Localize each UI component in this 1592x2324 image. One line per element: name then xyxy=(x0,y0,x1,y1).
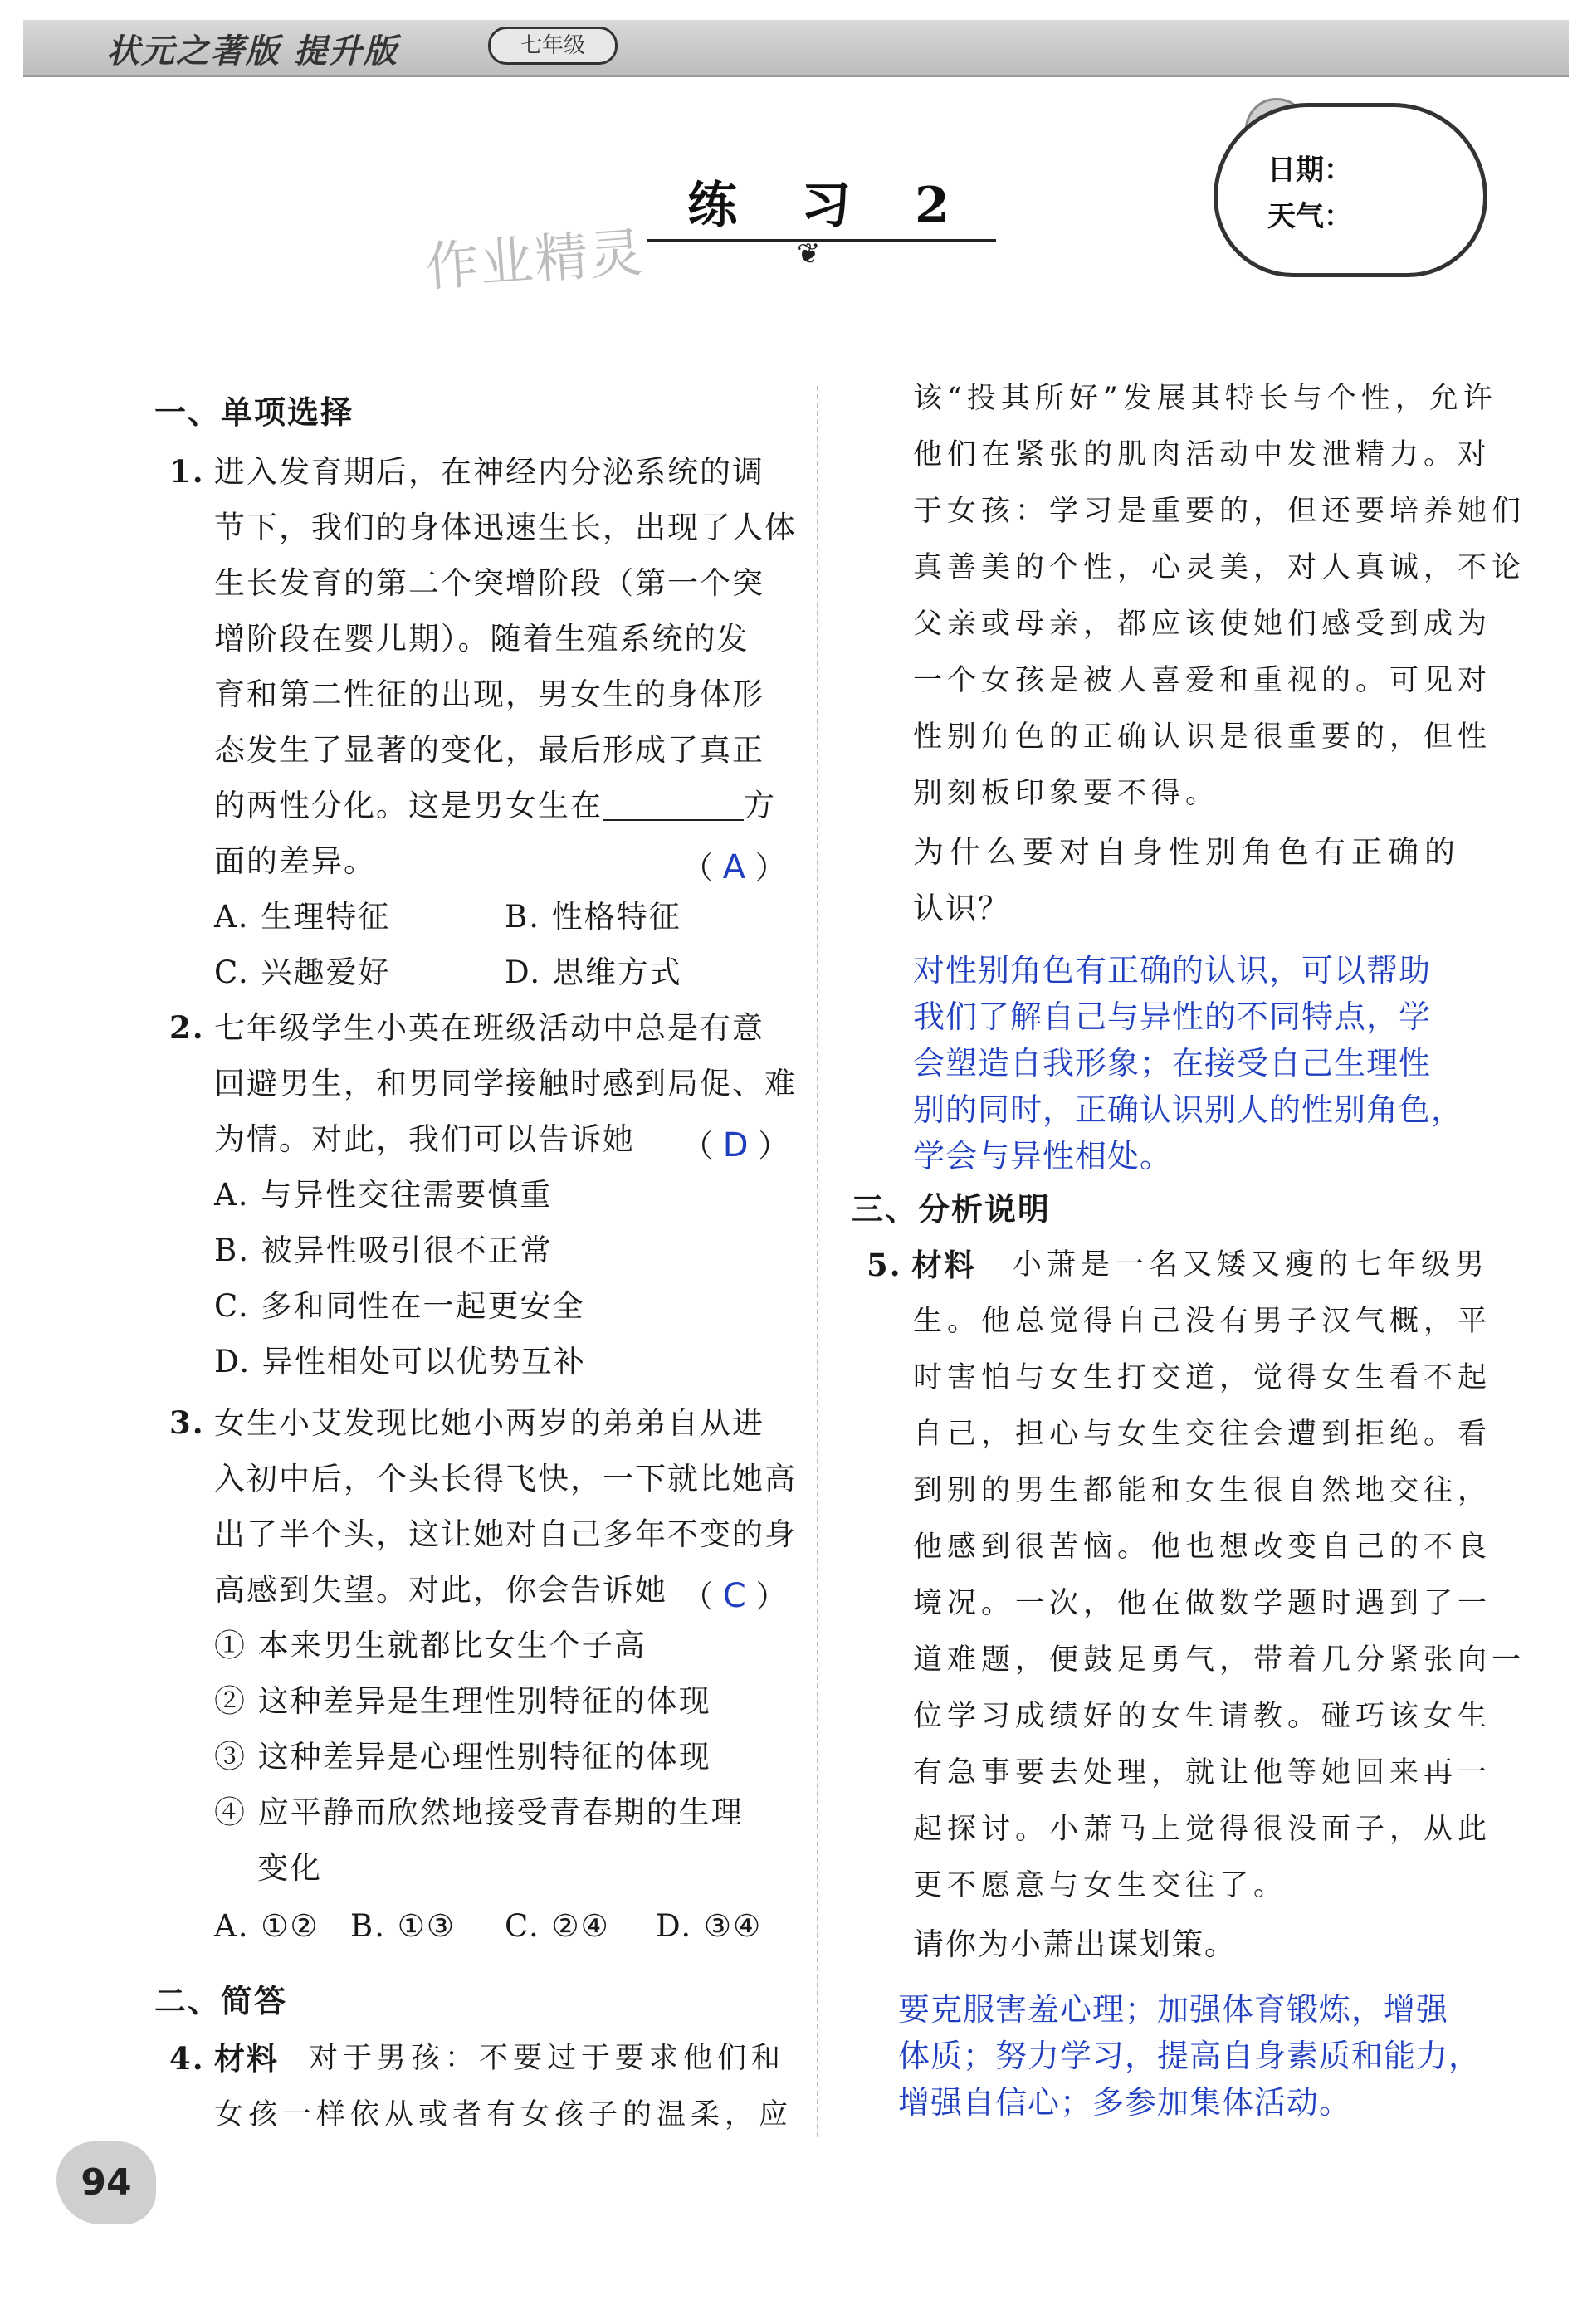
q1-line: 增阶段在婴儿期）。随着生殖系统的发 xyxy=(214,621,750,657)
ornament-icon: ❦ xyxy=(797,237,821,271)
q1-option: B. 性格特征 xyxy=(505,899,681,935)
q3-option: B. ①③ xyxy=(350,1908,457,1944)
q3-statement: 变化 xyxy=(257,1850,322,1886)
q4-right-line: 别刻板印象要不得。 xyxy=(913,777,1220,810)
q1-line: 生长发育的第二个突增阶段（第一个突 xyxy=(214,565,764,601)
q5-line: 他感到很苦恼。他也想改变自己的不良 xyxy=(913,1531,1492,1564)
column-divider xyxy=(817,386,818,2137)
q2-option: A. 与异性交往需要慎重 xyxy=(214,1177,553,1213)
q1-line-blank xyxy=(214,790,776,821)
q5-line: 有急事要去处理，就让他等她回来再一 xyxy=(913,1756,1492,1789)
q3-line: 入初中后，个头长得飞快，一下就比她高 xyxy=(214,1461,797,1496)
q4-left-line: 对于男孩：不要过于要求他们和 xyxy=(309,2042,786,2075)
grade-badge: 七年级 xyxy=(488,27,618,65)
q1-line: 节下，我们的身体迅速生长，出现了人体 xyxy=(214,510,797,545)
q3-statement: ④ 应平静而欣然地接受青春期的生理 xyxy=(214,1794,744,1830)
q1-answer: A xyxy=(722,848,746,886)
q3-line: 女生小艾发现比她小两岁的弟弟自从进 xyxy=(214,1405,764,1441)
q4-answer-line: 别的同时，正确认识别人的性别角色， xyxy=(913,1091,1464,1128)
q5-line: 时害怕与女生打交道，觉得女生看不起 xyxy=(913,1361,1492,1394)
q2-line: 回避男生，和男同学接触时感到局促、难 xyxy=(214,1066,797,1101)
q1-line: 态发生了显著的变化，最后形成了真正 xyxy=(214,732,764,768)
q1-line: 面的差异。 xyxy=(214,843,376,879)
q2-line: 为情。对此，我们可以告诉她 xyxy=(214,1121,635,1157)
page-number: 94 xyxy=(56,2141,156,2224)
q5-line: 位学习成绩好的女生请教。碰巧该女生 xyxy=(913,1700,1492,1733)
q4-answer-line: 会塑造自我形象；在接受自己生理性 xyxy=(913,1045,1432,1081)
title-wrap xyxy=(631,166,1029,237)
q5-question: 请你为小萧出谋划策。 xyxy=(913,1926,1237,1962)
q5-line: 道难题，便鼓足勇气，带着几分紧张向一 xyxy=(913,1643,1526,1677)
q3-statement: ② 这种差异是生理性别特征的体现 xyxy=(214,1683,711,1719)
q2-option: D. 异性相处可以优势互补 xyxy=(214,1344,586,1379)
q2-number: 2. xyxy=(169,1009,205,1046)
q5-line: 生。他总觉得自己没有男子汉气概，平 xyxy=(913,1305,1492,1338)
weather-label: 天气： xyxy=(1267,200,1352,233)
q4-answer-line: 对性别角色有正确的认识，可以帮助 xyxy=(913,952,1432,989)
title-underline xyxy=(647,239,996,242)
q4-left-line: 女孩一样依从或者有女孩子的温柔，应 xyxy=(214,2098,794,2131)
q1-line: 育和第二性征的出现，男女生的身体形 xyxy=(214,676,764,712)
q5-line: 小萧是一名又矮又瘦的七年级男 xyxy=(1013,1248,1490,1282)
q1-answer-paren: （ A ） xyxy=(682,848,786,886)
q2-line: 七年级学生小英在班级活动中总是有意 xyxy=(214,1010,764,1046)
q5-answer-line: 体质；努力学习，提高自身素质和能力， xyxy=(898,2038,1482,2074)
q2-option: C. 多和同性在一起更安全 xyxy=(214,1288,585,1324)
q4-answer-line: 学会与异性相处。 xyxy=(913,1138,1173,1174)
section1-heading: 一、单项选择 xyxy=(154,394,354,431)
q3-answer-paren: （ C ） xyxy=(682,1577,787,1615)
q4-question: 为什么要对自身性别角色有正确的 xyxy=(913,834,1461,870)
q3-statement: ③ 这种差异是心理性别特征的体现 xyxy=(214,1739,711,1775)
q1-option: A. 生理特征 xyxy=(214,899,391,935)
q5-number: 5. xyxy=(867,1247,902,1283)
q1-blank xyxy=(603,794,744,821)
q3-option: D. ③④ xyxy=(656,1908,763,1944)
section3-heading: 三、分析说明 xyxy=(852,1191,1052,1228)
series-title: 状元之著版 提升版 xyxy=(106,32,398,71)
q2-answer-paren: （ D ） xyxy=(682,1126,789,1164)
q5-label: 材料 xyxy=(911,1247,976,1283)
header-band xyxy=(23,20,1569,77)
q4-right-line: 他们在紧张的肌肉活动中发泄精力。对 xyxy=(913,438,1492,471)
q1-number: 1. xyxy=(169,453,205,490)
q5-answer-line: 要克服害羞心理；加强体育锻炼，增强 xyxy=(898,1991,1449,2028)
q3-number: 3. xyxy=(169,1404,205,1441)
q3-answer: C xyxy=(722,1577,746,1615)
q4-number: 4. xyxy=(169,2040,205,2077)
q3-statement: ① 本来男生就都比女生个子高 xyxy=(214,1628,647,1663)
q1-line7-before: 的两性分化。这是男女生在 xyxy=(214,788,603,823)
q3-option: C. ②④ xyxy=(505,1908,610,1944)
q4-right-line: 性别角色的正确认识是很重要的，但性 xyxy=(913,720,1492,754)
q5-line: 更不愿意与女生交往了。 xyxy=(913,1869,1288,1902)
q4-answer-line: 我们了解自己与异性的不同特点，学 xyxy=(913,998,1432,1035)
date-label: 日期： xyxy=(1267,154,1352,187)
q5-line: 起探讨。小萧马上觉得很没面子，从此 xyxy=(913,1813,1492,1846)
q1-option: C. 兴趣爱好 xyxy=(214,954,391,990)
q1-option: D. 思维方式 xyxy=(505,954,682,990)
q4-right-line: 一个女孩是被人喜爱和重视的。可见对 xyxy=(913,664,1492,697)
page-title: 练 习 2 xyxy=(687,177,973,235)
q3-line: 出了半个头，这让她对自己多年不变的身 xyxy=(214,1516,797,1552)
q5-line: 到别的男生都能和女生很自然地交往， xyxy=(913,1474,1492,1507)
q1-line: 进入发育期后，在神经内分泌系统的调 xyxy=(214,454,764,490)
q3-line: 高感到失望。对此，你会告诉她 xyxy=(214,1572,667,1608)
q3-option: A. ①② xyxy=(214,1908,320,1944)
q5-line: 自己，担心与女生交往会遭到拒绝。看 xyxy=(913,1418,1492,1451)
q5-answer-line: 增强自信心；多参加集体活动。 xyxy=(898,2084,1352,2121)
watermark: 作业精灵 xyxy=(423,222,647,300)
date-weather-box xyxy=(1214,103,1487,277)
q5-line: 境况。一次，他在做数学题时遇到了一 xyxy=(913,1587,1492,1620)
section2-heading: 二、简答 xyxy=(154,1983,288,2019)
q1-line7-after: 方 xyxy=(744,788,776,823)
q4-right-line: 于女孩：学习是重要的，但还要培养她们 xyxy=(913,495,1526,528)
q2-answer: D xyxy=(722,1126,749,1164)
q4-label: 材料 xyxy=(214,2041,279,2077)
q2-option: B. 被异性吸引很不正常 xyxy=(214,1233,553,1268)
q4-right-line: 该“投其所好”发展其特长与个性，允许 xyxy=(913,382,1497,415)
q4-right-line: 父亲或母亲，都应该使她们感受到成为 xyxy=(913,608,1492,641)
q4-right-line: 真善美的个性，心灵美，对人真诚，不论 xyxy=(913,551,1526,584)
q4-question: 认识？ xyxy=(913,891,1010,926)
